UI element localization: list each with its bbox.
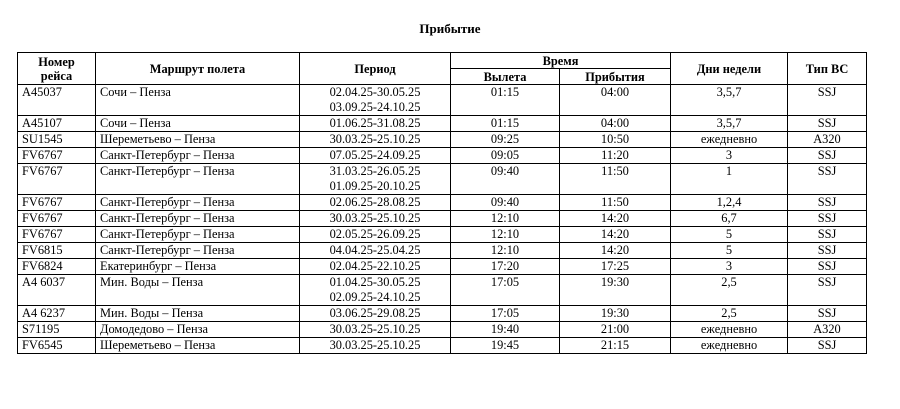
arrival-time-cell: 11:50 xyxy=(560,195,671,211)
table-row xyxy=(18,211,867,227)
period-cell xyxy=(300,148,451,164)
weekdays-cell: 3,5,7 xyxy=(671,85,788,116)
flight-number-cell: FV6767 xyxy=(18,195,96,211)
period-range: 30.03.25-25.10.25 xyxy=(329,132,421,146)
aircraft-type-cell: SSJ xyxy=(788,243,867,259)
period-cell xyxy=(300,164,451,195)
weekdays-cell: ежедневно xyxy=(671,322,788,338)
period-cell xyxy=(300,243,451,259)
period-cell xyxy=(300,306,451,322)
table-row xyxy=(18,132,867,148)
period-range: 02.05.25-26.09.25 xyxy=(329,227,421,241)
route-cell: Санкт-Петербург – Пенза xyxy=(96,195,300,211)
table-row xyxy=(18,243,867,259)
route-cell: Шереметьево – Пенза xyxy=(96,132,300,148)
aircraft-type-cell: A320 xyxy=(788,132,867,148)
table-header-row xyxy=(18,53,867,69)
route-cell: Санкт-Петербург – Пенза xyxy=(96,243,300,259)
weekdays-cell: 5 xyxy=(671,227,788,243)
aircraft-type-cell: SSJ xyxy=(788,164,867,195)
aircraft-type-cell: SSJ xyxy=(788,227,867,243)
departure-time-cell: 12:10 xyxy=(451,227,560,243)
period-cell xyxy=(300,132,451,148)
departure-time-cell: 19:40 xyxy=(451,322,560,338)
header-aircraft-type: Тип ВС xyxy=(788,53,867,85)
arrivals-table xyxy=(17,52,867,354)
departure-time-cell: 12:10 xyxy=(451,243,560,259)
table-row xyxy=(18,322,867,338)
weekdays-cell: ежедневно xyxy=(671,338,788,354)
header-period: Период xyxy=(300,53,451,85)
flight-number-cell: SU1545 xyxy=(18,132,96,148)
table-row xyxy=(18,227,867,243)
route-cell: Сочи – Пенза xyxy=(96,116,300,132)
departure-time-cell: 09:40 xyxy=(451,195,560,211)
route-cell: Домодедово – Пенза xyxy=(96,322,300,338)
period-range: 30.03.25-25.10.25 xyxy=(329,211,421,225)
arrival-time-cell: 11:50 xyxy=(560,164,671,195)
aircraft-type-cell: SSJ xyxy=(788,259,867,275)
route-cell: Санкт-Петербург – Пенза xyxy=(96,227,300,243)
weekdays-cell: 1,2,4 xyxy=(671,195,788,211)
period-range: 01.06.25-31.08.25 xyxy=(329,116,421,130)
table-row xyxy=(18,116,867,132)
header-flight-number: Номер рейса xyxy=(18,53,96,85)
weekdays-cell: ежедневно xyxy=(671,132,788,148)
period-range: 02.04.25-30.05.25 xyxy=(329,85,421,99)
header-departure: Вылета xyxy=(451,69,560,85)
departure-time-cell: 09:40 xyxy=(451,164,560,195)
table-row xyxy=(18,85,867,116)
arrival-time-cell: 04:00 xyxy=(560,116,671,132)
aircraft-type-cell: SSJ xyxy=(788,306,867,322)
departure-time-cell: 17:05 xyxy=(451,275,560,306)
period-cell xyxy=(300,259,451,275)
arrival-time-cell: 19:30 xyxy=(560,306,671,322)
arrival-time-cell: 14:20 xyxy=(560,211,671,227)
weekdays-cell: 3,5,7 xyxy=(671,116,788,132)
departure-time-cell: 19:45 xyxy=(451,338,560,354)
flight-number-cell: A4 6037 xyxy=(18,275,96,306)
table-row xyxy=(18,259,867,275)
period-range: 04.04.25-25.04.25 xyxy=(329,243,421,257)
aircraft-type-cell: SSJ xyxy=(788,148,867,164)
flight-number-cell: FV6767 xyxy=(18,164,96,195)
period-range: 03.06.25-29.08.25 xyxy=(329,306,421,320)
flight-number-cell: FV6815 xyxy=(18,243,96,259)
period-cell xyxy=(300,211,451,227)
period-cell xyxy=(300,195,451,211)
aircraft-type-cell: SSJ xyxy=(788,211,867,227)
flight-number-cell: FV6767 xyxy=(18,211,96,227)
flight-number-cell: FV6767 xyxy=(18,148,96,164)
period-range: 30.03.25-25.10.25 xyxy=(329,322,421,336)
period-range: 01.04.25-30.05.25 xyxy=(329,275,421,289)
period-range: 01.09.25-20.10.25 xyxy=(329,179,421,193)
arrival-time-cell: 04:00 xyxy=(560,85,671,116)
table-row xyxy=(18,306,867,322)
header-route: Маршрут полета xyxy=(96,53,300,85)
departure-time-cell: 09:05 xyxy=(451,148,560,164)
weekdays-cell: 3 xyxy=(671,148,788,164)
aircraft-type-cell: SSJ xyxy=(788,275,867,306)
header-weekdays: Дни недели xyxy=(671,53,788,85)
weekdays-cell: 3 xyxy=(671,259,788,275)
weekdays-cell: 5 xyxy=(671,243,788,259)
arrival-time-cell: 11:20 xyxy=(560,148,671,164)
period-range: 02.09.25-24.10.25 xyxy=(329,290,421,304)
arrival-time-cell: 21:15 xyxy=(560,338,671,354)
route-cell: Мин. Воды – Пенза xyxy=(96,306,300,322)
period-cell xyxy=(300,116,451,132)
route-cell: Екатеринбург – Пенза xyxy=(96,259,300,275)
route-cell: Санкт-Петербург – Пенза xyxy=(96,211,300,227)
period-cell xyxy=(300,322,451,338)
route-cell: Шереметьево – Пенза xyxy=(96,338,300,354)
weekdays-cell: 2,5 xyxy=(671,306,788,322)
aircraft-type-cell: SSJ xyxy=(788,85,867,116)
table-row xyxy=(18,148,867,164)
flight-number-cell: FV6545 xyxy=(18,338,96,354)
flight-number-cell: A45037 xyxy=(18,85,96,116)
route-cell: Санкт-Петербург – Пенза xyxy=(96,164,300,195)
flight-number-cell: FV6824 xyxy=(18,259,96,275)
page-title: Прибытие xyxy=(419,21,481,36)
period-cell xyxy=(300,275,451,306)
header-time: Время xyxy=(451,53,671,69)
route-cell: Мин. Воды – Пенза xyxy=(96,275,300,306)
arrival-time-cell: 21:00 xyxy=(560,322,671,338)
aircraft-type-cell: SSJ xyxy=(788,116,867,132)
departure-time-cell: 17:05 xyxy=(451,306,560,322)
period-range: 07.05.25-24.09.25 xyxy=(329,148,421,162)
period-cell xyxy=(300,85,451,116)
flight-number-cell: A45107 xyxy=(18,116,96,132)
period-range: 30.03.25-25.10.25 xyxy=(329,338,421,352)
flight-number-cell: S71195 xyxy=(18,322,96,338)
arrival-time-cell: 14:20 xyxy=(560,227,671,243)
departure-time-cell: 01:15 xyxy=(451,116,560,132)
arrival-time-cell: 10:50 xyxy=(560,132,671,148)
weekdays-cell: 6,7 xyxy=(671,211,788,227)
departure-time-cell: 12:10 xyxy=(451,211,560,227)
arrival-time-cell: 17:25 xyxy=(560,259,671,275)
period-range: 02.04.25-22.10.25 xyxy=(329,259,421,273)
period-range: 31.03.25-26.05.25 xyxy=(329,164,421,178)
table-row xyxy=(18,164,867,195)
route-cell: Сочи – Пенза xyxy=(96,85,300,116)
aircraft-type-cell: SSJ xyxy=(788,195,867,211)
flight-number-cell: A4 6237 xyxy=(18,306,96,322)
header-arrival: Прибытия xyxy=(560,69,671,85)
period-cell xyxy=(300,227,451,243)
weekdays-cell: 2,5 xyxy=(671,275,788,306)
route-cell: Санкт-Петербург – Пенза xyxy=(96,148,300,164)
aircraft-type-cell: SSJ xyxy=(788,338,867,354)
period-cell xyxy=(300,338,451,354)
aircraft-type-cell: A320 xyxy=(788,322,867,338)
table-row xyxy=(18,338,867,354)
departure-time-cell: 09:25 xyxy=(451,132,560,148)
weekdays-cell: 1 xyxy=(671,164,788,195)
departure-time-cell: 01:15 xyxy=(451,85,560,116)
arrival-time-cell: 14:20 xyxy=(560,243,671,259)
period-range: 02.06.25-28.08.25 xyxy=(329,195,421,209)
flight-number-cell: FV6767 xyxy=(18,227,96,243)
table-row xyxy=(18,195,867,211)
period-range: 03.09.25-24.10.25 xyxy=(329,100,421,114)
departure-time-cell: 17:20 xyxy=(451,259,560,275)
arrival-time-cell: 19:30 xyxy=(560,275,671,306)
table-row xyxy=(18,275,867,306)
